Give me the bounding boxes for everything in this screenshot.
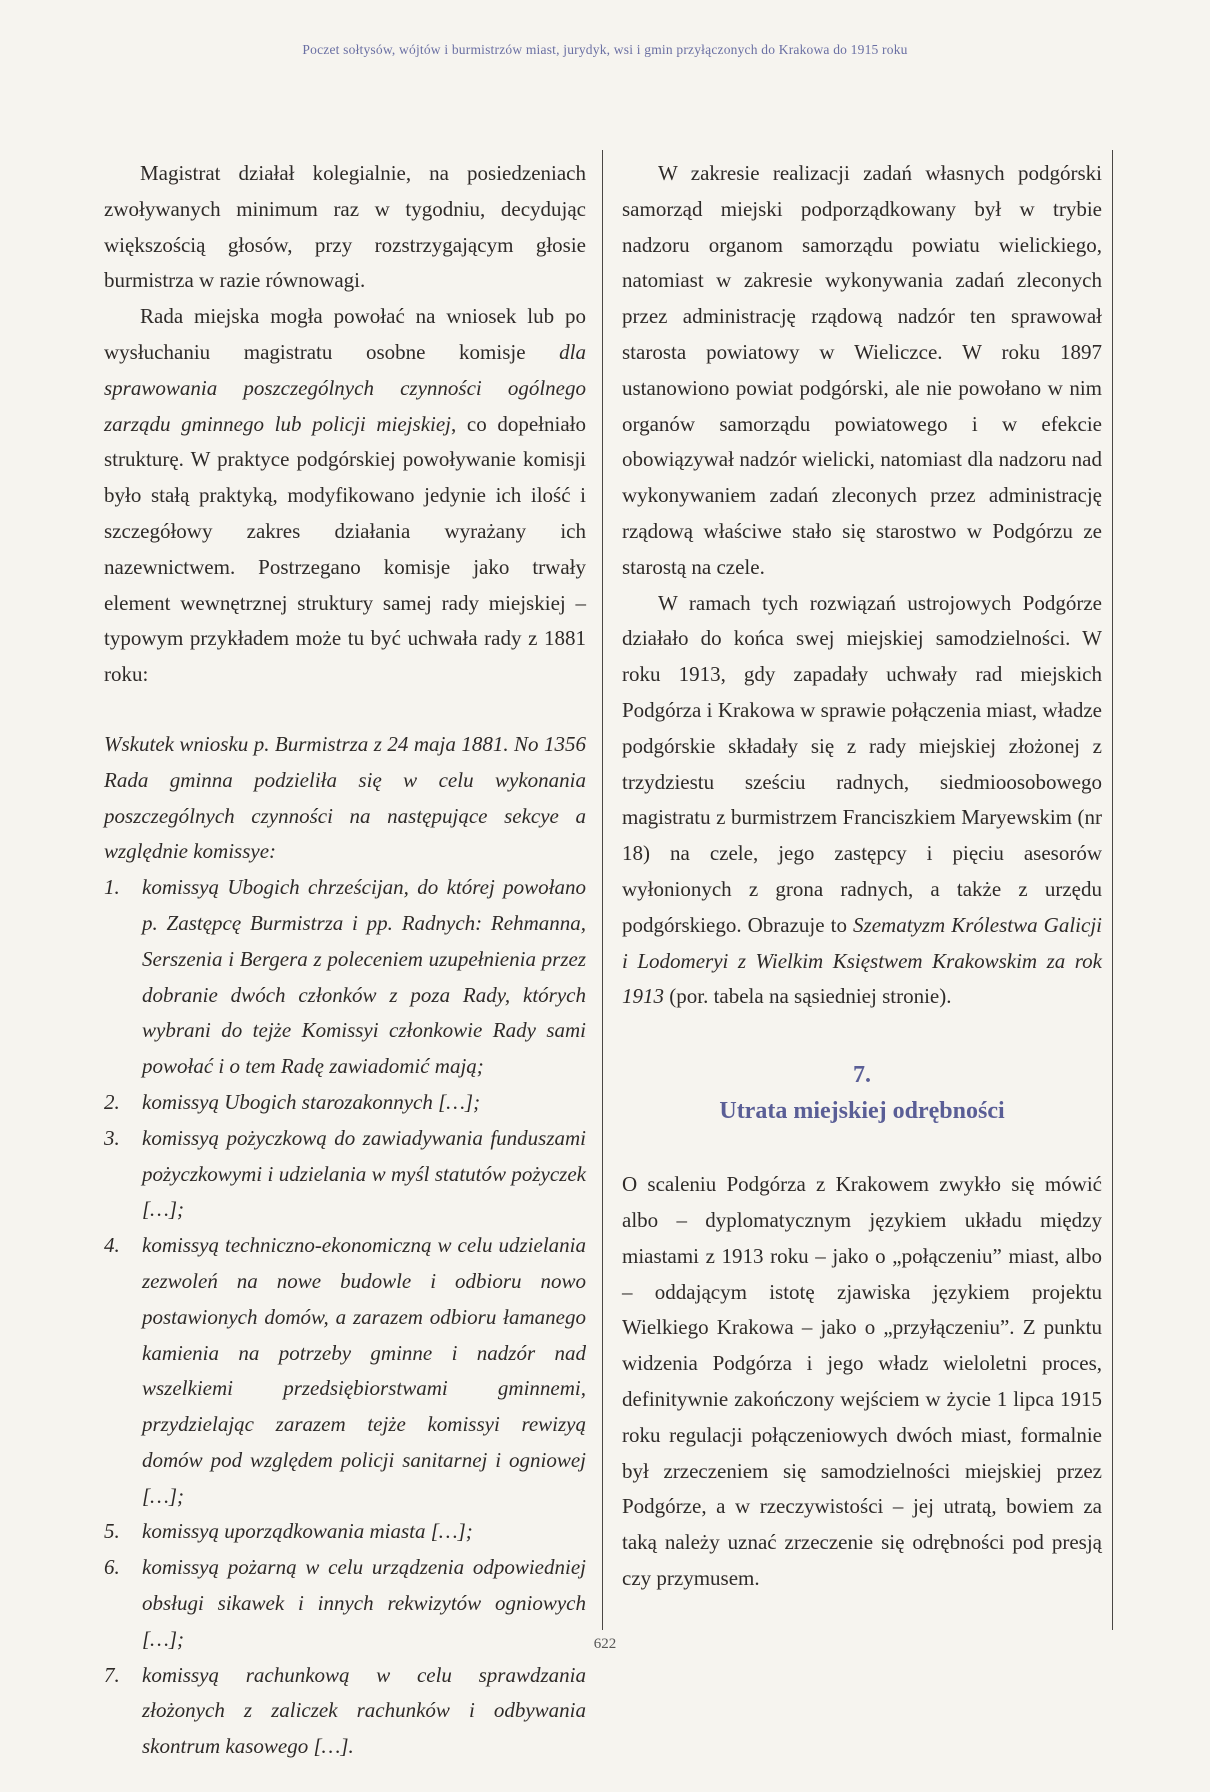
list-text: komissyą rachunkową w celu sprawdzania złożonych z zaliczek rachunków i odbywania skontrum kasowego […]. <box>142 1662 586 1759</box>
section-heading <box>622 1057 1102 1129</box>
paragraph-text: (por. tabela na sąsiedniej stronie). <box>664 984 952 1009</box>
list-number: 1. <box>104 875 120 900</box>
quote-intro: Wskutek wniosku p. Burmistrza z 24 maja 1881. No 1356 Rada gminna podzieliła się w celu wykonania poszczególnych czynności na następujące sekcye a względnie komissye: <box>104 731 586 864</box>
paragraph-italic: dla sprawowania poszczególnych czynności ogólnego zarządu gminnego lub policji miejskiej <box>104 339 586 436</box>
right-column <box>622 156 1102 1597</box>
column-divider <box>602 150 603 1630</box>
paragraph-text: W ramach tych rozwiązań ustrojowych Podgórze działało do końca swej miejskiej samodzielności. W roku 1913, gdy zapadały uchwały rad miejskich Podgórza i Krakowa w sprawie połączenia miast, władze podgórskie składały się z rady miejskiej złożonej z trzydziestu sześciu radnych, siedmioosobowego magistratu z burmistrzem Franciszkiem Maryewskim (nr 18) na czele, jego zastępcy i pięciu asesorów wyłonionych z grona radnych, a także z urzędu podgórskiego. Obrazuje to <box>622 590 1102 937</box>
list-text: komissyą pożyczkową do zawiadywania funduszami pożyczkowymi i udzielania w myśl statutów pożyczek […]; <box>142 1125 586 1222</box>
list-text: komissyą uporządkowania miasta […]; <box>142 1519 473 1544</box>
list-item <box>104 1658 586 1765</box>
list-number: 6. <box>104 1555 120 1580</box>
list-item <box>104 1228 586 1514</box>
right-margin-rule <box>1112 150 1113 1630</box>
left-column <box>104 156 586 1765</box>
list-number: 5. <box>104 1519 120 1544</box>
list-number: 3. <box>104 1125 120 1150</box>
running-head: Poczet sołtysów, wójtów i burmistrzów miast, jurydyk, wsi i gmin przyłączonych do Krakowa do 1915 roku <box>302 42 908 57</box>
list-item <box>104 870 586 1085</box>
list-text: komissyą pożarną w celu urządzenia odpowiedniej obsługi sikawek i innych rekwizytów ogniowych […]; <box>142 1555 586 1651</box>
section-title: Utrata miejskiej odrębności <box>719 1098 1005 1125</box>
page-number: 622 <box>593 1636 617 1652</box>
paragraph <box>104 299 586 693</box>
section-number: 7. <box>853 1062 871 1089</box>
paragraph-text: , co dopełniało strukturę. W praktyce podgórskiej powoływanie komisji było stałą praktyką, modyfikowano jedynie ich ilość i szczegółowy zakres działania wyrażany ich nazewnictwem. Postrzegano komisje jako trwały element wewnętrznej struktury samej rady miejskiej – typowym przykładem może tu być uchwała rady z 1881 roku: <box>104 411 586 687</box>
paragraph: O scaleniu Podgórza z Krakowem zwykło się mówić albo – dyplomatycznym językiem układu między miastami z 1913 roku – jako o „połączeniu” miast, albo – oddającym istotę zjawiska językiem projektu Wielkiego Krakowa – jako o „przyłączeniu”. Z punktu widzenia Podgórza i jego władz wieloletni proces, definitywnie zakończony wejściem w życie 1 lipca 1915 roku regulacji połączeniowych dwóch miast, formalnie był zrzeczeniem się samodzielności miejskiej przez Podgórze, a w rzeczywistości – jej utratą, bowiem za taką należy uznać zrzeczenie się odrębności pod presją czy przymusem. <box>622 1172 1102 1590</box>
paragraph: Magistrat działał kolegialnie, na posiedzeniach zwoływanych minimum raz w tygodniu, decydując większością głosów, przy rozstrzygającym głosie burmistrza w razie równowagi. <box>104 161 586 293</box>
list-number: 2. <box>104 1089 120 1114</box>
paragraph: W zakresie realizacji zadań własnych podgórski samorząd miejski podporządkowany był w trybie nadzoru organom samorządu powiatu wielickiego, natomiast w zakresie wykonywania zadań zleconych przez administrację rządową nadzór ten sprawował starosta powiatowy w Wieliczce. W roku 1897 ustanowiono powiat podgórski, ale nie powołano w nim organów samorządu powiatowego i w efekcie obowiązywał nadzór wielicki, natomiast dla nadzoru nad wykonywaniem zadań zleconych przez administrację rządową właściwe stało się starostwo w Podgórzu ze starostą na czele. <box>622 161 1102 579</box>
list-text: komissyą techniczno-ekonomiczną w celu udzielania zezwoleń na nowe budowle i odbioru nowo postawionych domów, a zarazem odbioru łamanego kamienia na potrzeby gminne i nadzór nad wszelkiemi przedsiębiorstwami gminnemi, przydzielając zarazem tejże komissyi rewizyą domów pod względem policji sanitarnej i ogniowej […]; <box>142 1233 586 1508</box>
commission-list <box>104 870 586 1765</box>
list-item <box>104 1514 586 1550</box>
list-item <box>104 1085 586 1121</box>
list-text: komissyą Ubogich starozakonnych […]; <box>142 1089 481 1114</box>
list-number: 4. <box>104 1233 120 1258</box>
paragraph-text: Rada miejska mogła powołać na wniosek lub po wysłuchaniu magistratu osobne komisje <box>104 304 586 364</box>
list-number: 7. <box>104 1662 120 1687</box>
list-text: komissyą Ubogich chrześcijan, do której powołano p. Zastępcę Burmistrza i pp. Radnych: Rehmanna, Serszenia i Bergera z poleceniem uzupełnienia przez dobranie dwóch członków z poza Rady, których wybrani do tejże Komissyi członkowie Rady sami powołać i o tem Radę zawiadomić mają; <box>142 875 586 1079</box>
paragraph-italic: Szematyzm Królestwa Galicji i Lodomeryi z Wielkim Księstwem Krakowskim za rok 1913 <box>622 912 1102 1009</box>
paragraph <box>622 586 1102 1016</box>
list-item <box>104 1121 586 1228</box>
